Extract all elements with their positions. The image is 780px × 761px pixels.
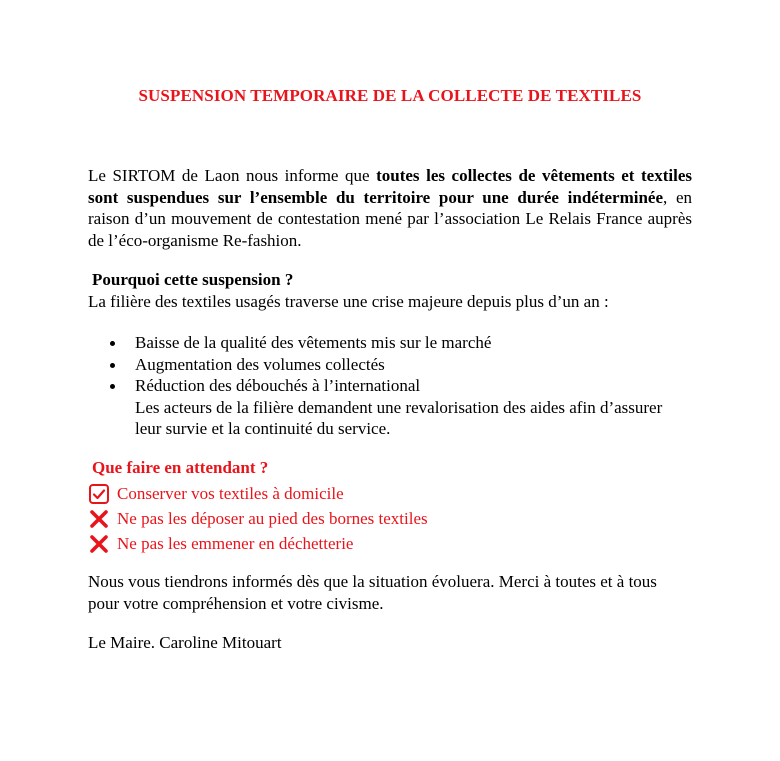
bullet-icon [110,363,115,368]
bullet-icon [110,341,115,346]
cross-icon [88,533,110,555]
cross-icon [88,508,110,530]
list-item-text: Réduction des débouchés à l’international [135,376,421,395]
reasons-continuation: Les acteurs de la filière demandent une revalorisation des aides afin d’assurer leur survie et la continuité du service. [135,397,663,438]
action-text: Ne pas les déposer au pied des bornes textiles [117,508,428,528]
intro-text-start: Le SIRTOM de Laon nous informe que [88,166,377,185]
signature: Le Maire. Caroline Mitouart [88,633,282,652]
list-item [88,481,428,506]
list-item [108,375,688,397]
intro-paragraph [88,165,692,251]
action-text: Conserver vos textiles à domicile [117,483,344,503]
what-heading: Que faire en attendant ? [92,458,269,477]
document-title: SUSPENSION TEMPORAIRE DE LA COLLECTE DE TEXTILES [138,86,642,105]
list-item-text: Augmentation des volumes collectés [135,354,385,374]
list-item [108,332,688,354]
why-text: La filière des textiles usagés traverse une crise majeure depuis plus d’un an : [88,292,609,311]
list-item [88,531,428,556]
actions-list [88,481,428,556]
reasons-list [108,332,688,440]
bullet-icon [110,384,115,389]
closing-paragraph: Nous vous tiendrons informés dès que la situation évoluera. Merci à toutes et à tous pour votre compréhension et votre civisme. [88,572,657,613]
action-text: Ne pas les emmener en déchetterie [117,533,354,553]
list-item [88,506,428,531]
list-item [108,354,688,376]
intro-text-end: , en raison d’un mouvement de contestation mené par l’association Le Relais France auprès de l’éco-organisme Re-fashion. [88,187,693,250]
check-box-icon [88,483,110,505]
why-heading: Pourquoi cette suspension ? [92,270,294,289]
intro-text-bold: toutes les collectes de vêtements et textiles sont suspendues sur l’ensemble du territoire pour une durée indéterminée [88,166,692,207]
list-item-text: Baisse de la qualité des vêtements mis sur le marché [135,333,492,352]
